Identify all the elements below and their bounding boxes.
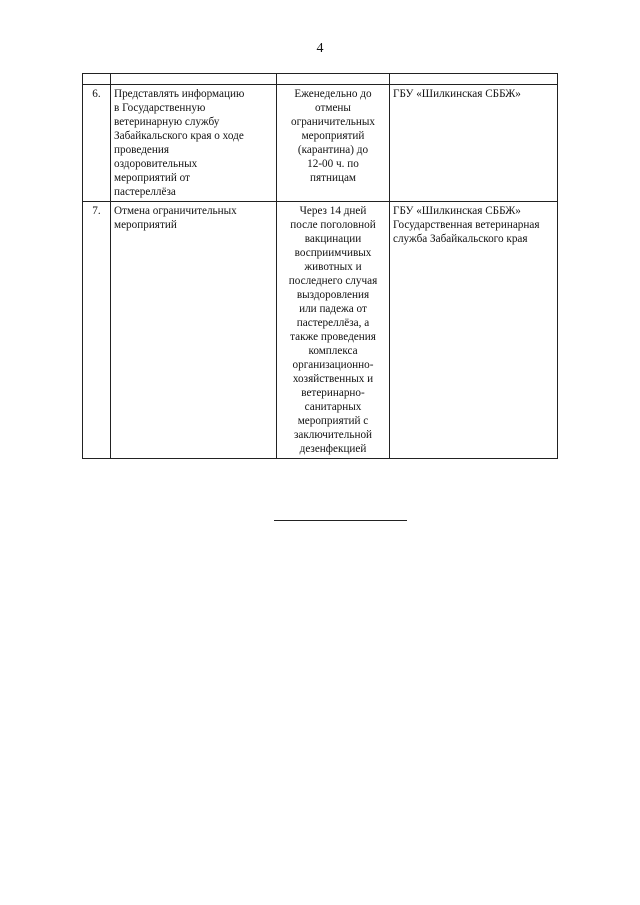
cell-text-line: последнего случая xyxy=(288,275,378,287)
cell-text-line: Представлять информацию xyxy=(114,88,245,100)
header-cell xyxy=(111,74,277,85)
cell-text-line: ветеринарно- xyxy=(301,387,365,399)
cell-text-line: вакцинации xyxy=(304,233,362,245)
cell-text-line: отмены xyxy=(315,102,351,114)
cell-text-line: Забайкальского края о ходе xyxy=(114,130,244,142)
cell-text-line: также проведения xyxy=(290,331,376,343)
end-rule xyxy=(274,520,407,521)
cell-text-line: пастереллёза, а xyxy=(296,317,370,329)
table-row xyxy=(83,202,558,459)
responsible-cell xyxy=(390,202,558,459)
cell-text-line: организационно- xyxy=(292,359,374,371)
cell-text-line: животных и xyxy=(304,261,362,273)
cell-text-line: проведения xyxy=(114,144,169,156)
cell-text-line: мероприятий с xyxy=(297,415,369,427)
cell-text-line: санитарных xyxy=(304,401,362,413)
cell-text-line: мероприятий xyxy=(301,130,365,142)
cell-text-line: после поголовной xyxy=(290,219,376,231)
row-number: 6. xyxy=(83,85,111,202)
cell-text-line: ограничительных xyxy=(291,116,375,128)
cell-text-line: хозяйственных и xyxy=(292,373,374,385)
deadline-cell xyxy=(277,85,390,202)
cell-text-line: восприимчивых xyxy=(294,247,372,259)
cell-text-line: Через 14 дней xyxy=(299,205,367,217)
cell-text-line: Еженедельно до xyxy=(294,88,372,100)
header-cell xyxy=(277,74,390,85)
cell-text-line: ветеринарную службу xyxy=(114,116,220,128)
action-cell xyxy=(111,85,277,202)
responsible-cell xyxy=(390,85,558,202)
cell-text-line: служба Забайкальского края xyxy=(393,233,528,245)
cell-text-line: или падежа от xyxy=(299,303,367,315)
cell-text-line: выздоровления xyxy=(296,289,370,301)
cell-text-line: дезенфекцией xyxy=(299,443,367,455)
cell-text-line: пастереллёза xyxy=(114,186,176,198)
cell-text-line: мероприятий xyxy=(114,219,177,231)
cell-text-line: оздоровительных xyxy=(114,158,198,170)
cell-text-line: комплекса xyxy=(308,345,358,357)
cell-text-line: ГБУ «Шилкинская СББЖ» xyxy=(393,88,521,100)
cell-text-line: Государственная ветеринарная xyxy=(393,219,540,231)
cell-text-line: 12-00 ч. по xyxy=(307,158,359,170)
cell-text-line: Отмена ограничительных xyxy=(114,205,237,217)
page-number: 4 xyxy=(316,41,324,56)
row-number: 7. xyxy=(83,202,111,459)
cell-text-line: мероприятий от xyxy=(114,172,190,184)
cell-text-line: пятницам xyxy=(309,172,357,184)
action-cell xyxy=(111,202,277,459)
cell-text-line: заключительной xyxy=(293,429,373,441)
table-header-row xyxy=(83,74,558,85)
cell-text-line: в Государственную xyxy=(114,102,206,114)
deadline-cell xyxy=(277,202,390,459)
measures-table xyxy=(82,73,558,459)
header-cell xyxy=(390,74,558,85)
header-cell xyxy=(83,74,111,85)
table-row xyxy=(83,85,558,202)
cell-text-line: (карантина) до xyxy=(297,144,369,156)
cell-text-line: ГБУ «Шилкинская СББЖ» xyxy=(393,205,521,217)
